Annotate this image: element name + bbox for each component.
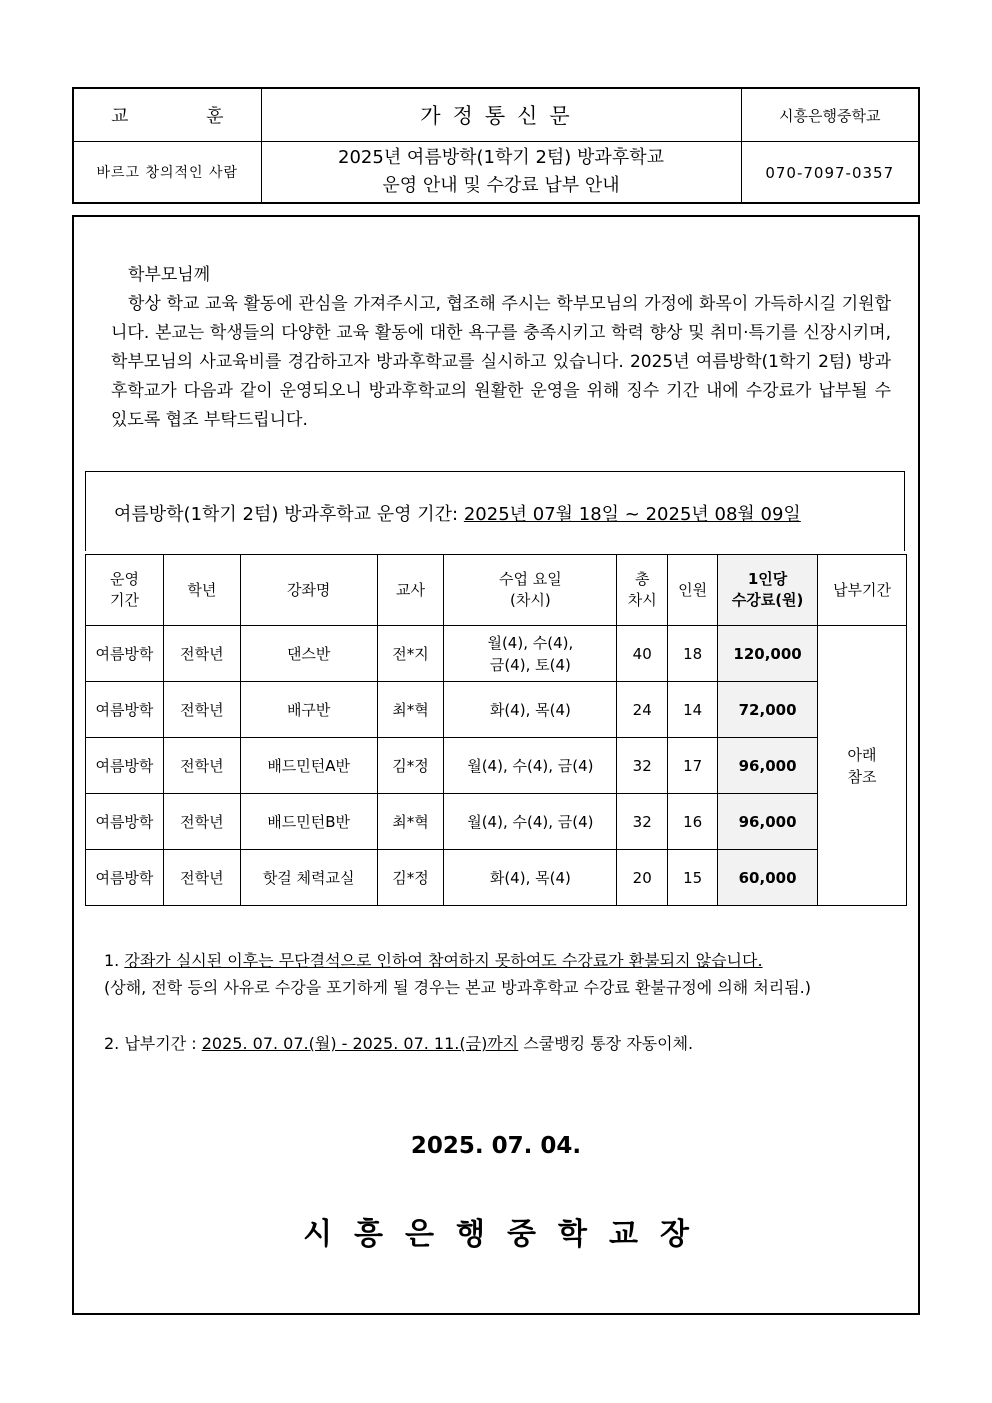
course-table	[85, 554, 907, 906]
table-row	[86, 850, 907, 906]
cell-count: 16	[668, 794, 718, 850]
motto-cell	[73, 142, 261, 204]
cell-teacher: 최*혁	[377, 682, 444, 738]
cell-period: 여름방학	[86, 682, 164, 738]
header-total: 총 차시	[617, 555, 668, 626]
cell-count: 14	[668, 682, 718, 738]
note-2-suffix: 스쿨뱅킹 통장 자동이체.	[518, 1034, 694, 1053]
cell-payment-note: 아래 참조	[818, 626, 907, 906]
phone-cell	[741, 142, 919, 204]
school-name-cell	[741, 88, 919, 142]
subject-line-1: 2025년 여름방학(1학기 2텀) 방과후학교	[338, 147, 664, 168]
subject-cell	[261, 142, 741, 204]
note-2-dates: 2025. 07. 07.(월) - 2025. 07. 11.(금)까지	[201, 1034, 519, 1053]
cell-period: 여름방학	[86, 850, 164, 906]
cell-teacher: 전*지	[377, 626, 444, 682]
issue-date: 2025. 07. 04.	[410, 1133, 582, 1159]
cell-days: 월(4), 수(4), 금(4)	[444, 794, 617, 850]
cell-count: 17	[668, 738, 718, 794]
cell-grade: 전학년	[163, 794, 240, 850]
school-phone: 070-7097-0357	[765, 163, 895, 182]
cell-fee: 96,000	[718, 794, 818, 850]
period-box	[85, 471, 905, 551]
cell-total: 32	[617, 794, 668, 850]
salutation: 학부모님께	[128, 265, 211, 285]
cell-fee: 72,000	[718, 682, 818, 738]
cell-total: 20	[617, 850, 668, 906]
cell-period: 여름방학	[86, 738, 164, 794]
table-row	[86, 682, 907, 738]
cell-grade: 전학년	[163, 738, 240, 794]
cell-days: 화(4), 목(4)	[444, 682, 617, 738]
period-label: 여름방학(1학기 2텀) 방과후학교 운영 기간:	[114, 504, 464, 525]
header-course: 강좌명	[240, 555, 377, 626]
cell-days: 월(4), 수(4), 금(4), 토(4)	[444, 626, 617, 682]
header-days: 수업 요일 (차시)	[444, 555, 617, 626]
cell-course: 배구반	[240, 682, 377, 738]
table-header-row	[86, 555, 907, 626]
motto-label-cell	[73, 88, 261, 142]
cell-period: 여름방학	[86, 794, 164, 850]
header-fee: 1인당 수강료(원)	[718, 555, 818, 626]
cell-count: 18	[668, 626, 718, 682]
cell-total: 40	[617, 626, 668, 682]
cell-count: 15	[668, 850, 718, 906]
content-box	[72, 215, 920, 1315]
header-payment: 납부기간	[818, 555, 907, 626]
header-teacher: 교사	[377, 555, 444, 626]
cell-days: 월(4), 수(4), 금(4)	[444, 738, 617, 794]
period-dates: 2025년 07월 18일 ~ 2025년 08월 09일	[463, 504, 801, 525]
header-grade: 학년	[163, 555, 240, 626]
cell-teacher: 김*정	[377, 738, 444, 794]
table-row	[86, 738, 907, 794]
school-name: 시흥은행중학교	[779, 106, 881, 125]
table-row	[86, 794, 907, 850]
note-1-subtext: (상해, 전학 등의 사유로 수강을 포기하게 될 경우는 본교 방과후학교 수강료 환불규정에 의해 처리됨.)	[104, 978, 812, 997]
cell-fee: 96,000	[718, 738, 818, 794]
note-1-prefix: 1.	[104, 951, 125, 970]
header-count: 인원	[668, 555, 718, 626]
subject-line-2: 운영 안내 및 수강료 납부 안내	[382, 175, 620, 196]
cell-grade: 전학년	[163, 850, 240, 906]
cell-course: 핫걸 체력교실	[240, 850, 377, 906]
doc-title: 가정통신문	[420, 104, 582, 128]
note-1-text: 강좌가 실시된 이후는 무단결석으로 인하여 참여하지 못하여도 수강료가 환불되지 않습니다.	[124, 951, 763, 970]
cell-grade: 전학년	[163, 682, 240, 738]
note-payment-period	[104, 1031, 693, 1054]
doc-title-cell	[261, 88, 741, 142]
note-2-prefix: 2. 납부기간 :	[104, 1034, 202, 1053]
cell-fee: 60,000	[718, 850, 818, 906]
cell-teacher: 최*혁	[377, 794, 444, 850]
note-refund	[104, 947, 811, 1001]
period-line	[114, 500, 801, 526]
principal-signature: 시흥은행중학교장	[303, 1217, 711, 1252]
school-motto: 바르고 창의적인 사람	[96, 165, 239, 181]
table-row	[86, 626, 907, 682]
motto-label: 교 훈	[111, 106, 260, 127]
header-period: 운영 기간	[86, 555, 164, 626]
cell-total: 32	[617, 738, 668, 794]
cell-course: 배드민턴B반	[240, 794, 377, 850]
cell-grade: 전학년	[163, 626, 240, 682]
cell-period: 여름방학	[86, 626, 164, 682]
header-table	[72, 87, 920, 204]
cell-course: 댄스반	[240, 626, 377, 682]
greeting	[111, 261, 891, 435]
greeting-body: 항상 학교 교육 활동에 관심을 가져주시고, 협조해 주시는 학부모님의 가정에 화목이 가득하시길 기원합니다. 본교는 학생들의 다양한 교육 활동에 대한 욕구를 충족시키고 학력 향상 및 취미·특기를 신장시키며, 학부모님의 사교육비를 경감하고자 방과후학교를 실시하고 있습니다. 2025년 여름방학(1학기 2텀) 방과후학교가 다음과 같이 운영되오니 방과후학교의 원활한 운영을 위해 징수 기간 내에 수강료가 납부될 수 있도록 협조 부탁드립니다.	[111, 294, 891, 430]
cell-days: 화(4), 목(4)	[444, 850, 617, 906]
cell-teacher: 김*정	[377, 850, 444, 906]
cell-fee: 120,000	[718, 626, 818, 682]
cell-course: 배드민턴A반	[240, 738, 377, 794]
cell-total: 24	[617, 682, 668, 738]
